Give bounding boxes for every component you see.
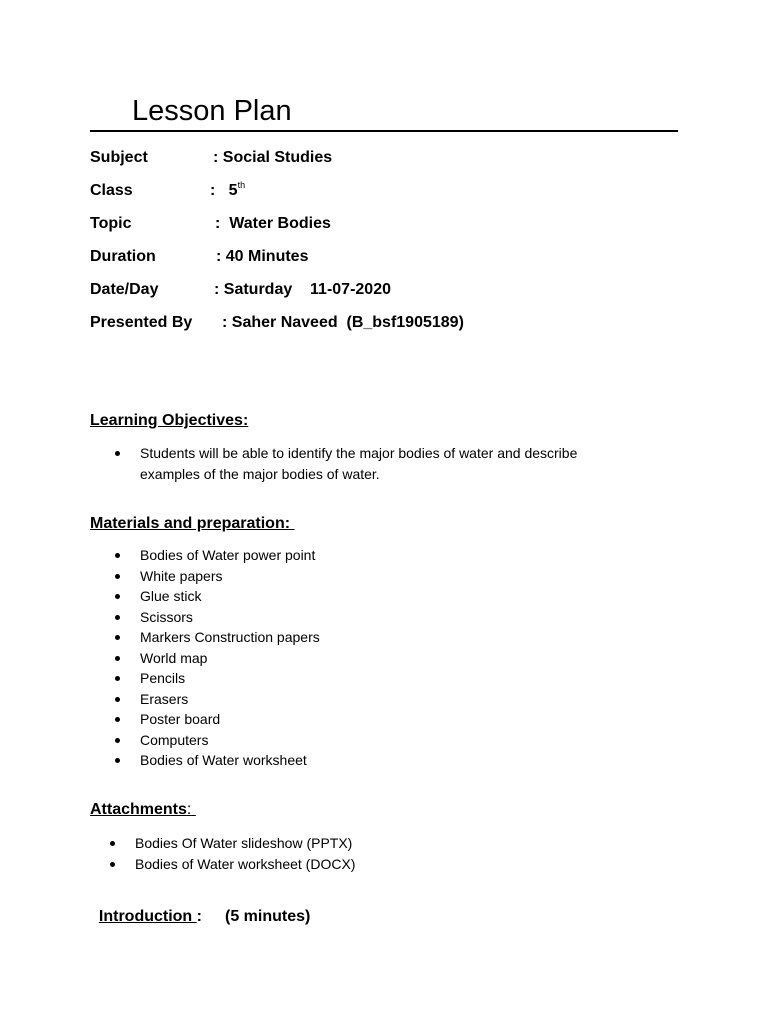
date-value: : Saturday 11-07-2020 xyxy=(214,281,391,298)
introduction-heading xyxy=(90,884,310,928)
list-item-text: World map xyxy=(140,649,208,666)
list-item xyxy=(140,689,640,710)
list-item-text: Markers Construction papers xyxy=(140,629,320,645)
bullet-icon xyxy=(110,862,115,867)
bullet-icon xyxy=(115,717,120,722)
list-item-text: Bodies Of Water slideshow (PPTX) xyxy=(135,835,353,851)
attachments-heading-text: Attachments xyxy=(90,801,187,818)
topic-value: : Water Bodies xyxy=(215,215,331,232)
objectives-list xyxy=(140,443,630,484)
list-item xyxy=(140,627,640,648)
bullet-icon xyxy=(115,738,120,743)
materials-heading-text: Materials and preparation: xyxy=(90,515,291,532)
list-item xyxy=(140,566,640,587)
list-item xyxy=(140,648,640,669)
list-item-text: Erasers xyxy=(140,690,189,707)
list-item-text: White papers xyxy=(140,567,223,584)
title-underline xyxy=(90,130,678,132)
bullet-icon xyxy=(115,697,120,702)
subject-label: Subject xyxy=(90,149,148,166)
attachments-heading-colon: : xyxy=(186,801,192,818)
introduction-separator: : xyxy=(196,908,202,925)
presenter-label: Presented By xyxy=(90,314,193,331)
list-item-text: Bodies of Water worksheet xyxy=(140,752,307,768)
list-item xyxy=(140,586,640,607)
attachments-list xyxy=(135,833,635,874)
duration-label: Duration xyxy=(90,248,156,265)
attachments-heading-trailing-space xyxy=(191,801,195,818)
introduction-duration: (5 minutes) xyxy=(224,908,311,925)
list-item-text: Bodies of Water power point xyxy=(140,547,316,563)
bullet-icon xyxy=(115,574,120,579)
list-item-text: Pencils xyxy=(140,670,186,686)
topic-label: Topic xyxy=(90,215,132,232)
list-item xyxy=(140,730,640,751)
objectives-heading-text: Learning Objectives: xyxy=(90,412,249,429)
introduction-heading-text: Introduction xyxy=(98,908,197,925)
list-item xyxy=(140,443,630,484)
materials-heading-trailing-space xyxy=(290,515,294,532)
list-item xyxy=(140,607,640,628)
bullet-icon xyxy=(115,635,120,640)
list-item xyxy=(140,668,640,689)
list-item xyxy=(140,709,640,730)
bullet-icon xyxy=(115,615,120,620)
list-item-text: Scissors xyxy=(140,608,193,625)
bullet-icon xyxy=(115,758,120,763)
list-item-text: Students will be able to identify the major bodies of water and describe examples of the major bodies of water. xyxy=(140,445,578,482)
attachments-heading xyxy=(90,799,196,821)
list-item xyxy=(135,854,635,875)
class-label: Class xyxy=(90,182,133,199)
list-item-text: Bodies of Water worksheet (DOCX) xyxy=(135,855,356,872)
date-label: Date/Day xyxy=(90,281,159,298)
bullet-icon xyxy=(115,594,120,599)
presenter-value: : Saher Naveed (B_bsf1905189) xyxy=(222,314,464,331)
subject-value: : Social Studies xyxy=(213,149,333,166)
page-title: Lesson Plan xyxy=(132,95,292,127)
materials-list xyxy=(140,545,640,771)
materials-heading xyxy=(90,513,295,535)
bullet-icon xyxy=(110,841,115,846)
list-item xyxy=(135,833,635,854)
class-number: : 5 xyxy=(210,182,238,199)
duration-value: : 40 Minutes xyxy=(216,248,309,265)
list-item-text: Computers xyxy=(140,731,209,748)
list-item xyxy=(140,750,640,771)
list-item-text: Glue stick xyxy=(140,588,202,604)
bullet-icon xyxy=(115,451,120,456)
objectives-heading xyxy=(90,410,248,432)
class-superscript: th xyxy=(237,180,246,190)
bullet-icon xyxy=(115,553,120,558)
bullet-icon xyxy=(115,676,120,681)
class-value xyxy=(210,180,245,202)
bullet-icon xyxy=(115,656,120,661)
list-item xyxy=(140,545,640,566)
list-item-text: Poster board xyxy=(140,711,221,727)
